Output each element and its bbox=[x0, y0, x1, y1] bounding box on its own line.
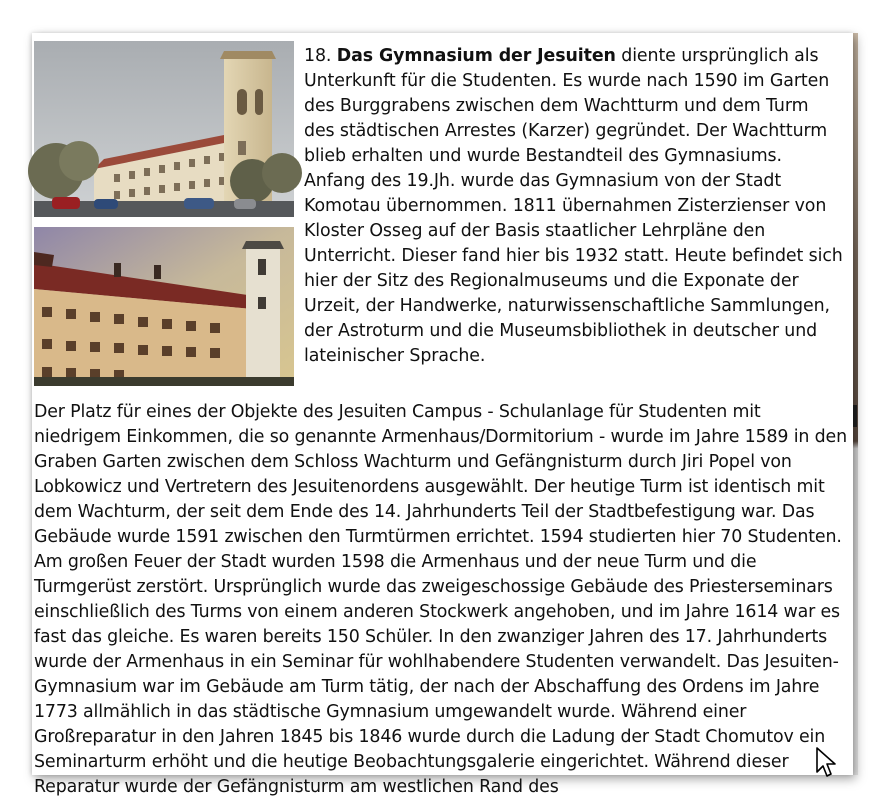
gymnasium-historic-photo bbox=[34, 227, 294, 386]
intro-text: diente ursprünglich als Unterkunft für die Studenten. Es wurde nach 1590 im Garten des Burggrabens zwischen dem Wachtturm und dem Turm des städtischen Arrestes (Karzer) gegründet. Der Wachtturm blieb erhalten und wurde Bestandteil des Gymnasiums. Anfang des 19.Jh. wurde das Gymnasium von der Stadt Komotau übernommen. 1811 übernahmen Zisterzienser von Kloster Osseg auf der Basis staatlicher Lehrpläne den Unterricht. Dieser fand hier bis 1932 statt. Heute befindet sich hier der Sitz des Regionalmuseums und die Exponate der Urzeit, der Handwerke, naturwissenschaftliche Sammlungen, der Astroturm und die Museumsbibliothek in deutscher und lateinischer Sprache. bbox=[304, 46, 843, 366]
background-window-tab bbox=[853, 405, 857, 427]
document-page bbox=[32, 33, 853, 797]
section-number: 18. bbox=[304, 46, 332, 66]
mouse-pointer-icon bbox=[815, 746, 837, 778]
body-paragraph: Der Platz für eines der Objekte des Jesuiten Campus - Schulanlage für Studenten mit niedrigem Einkommen, die so genannte Armenhaus/Dormitorium - wurde im Jahre 1589 in den Graben Garten zwischen dem Schloss Wachturm und Gefängnisturm durch Jiri Popel von Lobkowicz und Vertretern des Jesuitenordens ausgewählt. Der heutige Turm ist identisch mit dem Wachturm, der seit dem Ende des 14. Jahrhunderts Teil der Stadtbefestigung war. Das Gebäude wurde 1591 zwischen den Turmtürmen errichtet. 1594 studierten hier 70 Studenten. Am großen Feuer der Stadt wurden 1598 die Armenhaus und der neue Turm und die Turmgerüst zerstört. Ursprünglich wurde das zweigeschossige Gebäude des Priesterseminars einschließlich des Turms von einem anderen Stockwerk angehoben, und im Jahre 1614 war es fast das gleiche. Es waren bereits 150 Schüler. In den zwanziger Jahren des 17. Jahrhunderts wurde der Armenhaus in ein Seminar für wohlhabendere Studenten verwandelt. Das Jesuiten-Gymnasium war im Gebäude am Turm tätig, der nach der Abschaffung des Ordens im Jahre 1773 allmählich in das städtische Gymnasium umgewandelt wurde. Während einer Großreparatur in den Jahren 1845 bis 1846 wurde durch die Ladung der Stadt Chomutov ein Seminarturm erhöht und die heutige Beobachtungsgalerie eingerichtet. Während dieser Reparatur wurde der Gefängnisturm am westlichen Rand des bbox=[34, 402, 847, 797]
intro-paragraph bbox=[304, 44, 844, 369]
background-window-edge bbox=[853, 33, 858, 775]
section-title: Das Gymnasium der Jesuiten bbox=[336, 46, 616, 66]
gymnasium-modern-photo bbox=[34, 41, 294, 217]
